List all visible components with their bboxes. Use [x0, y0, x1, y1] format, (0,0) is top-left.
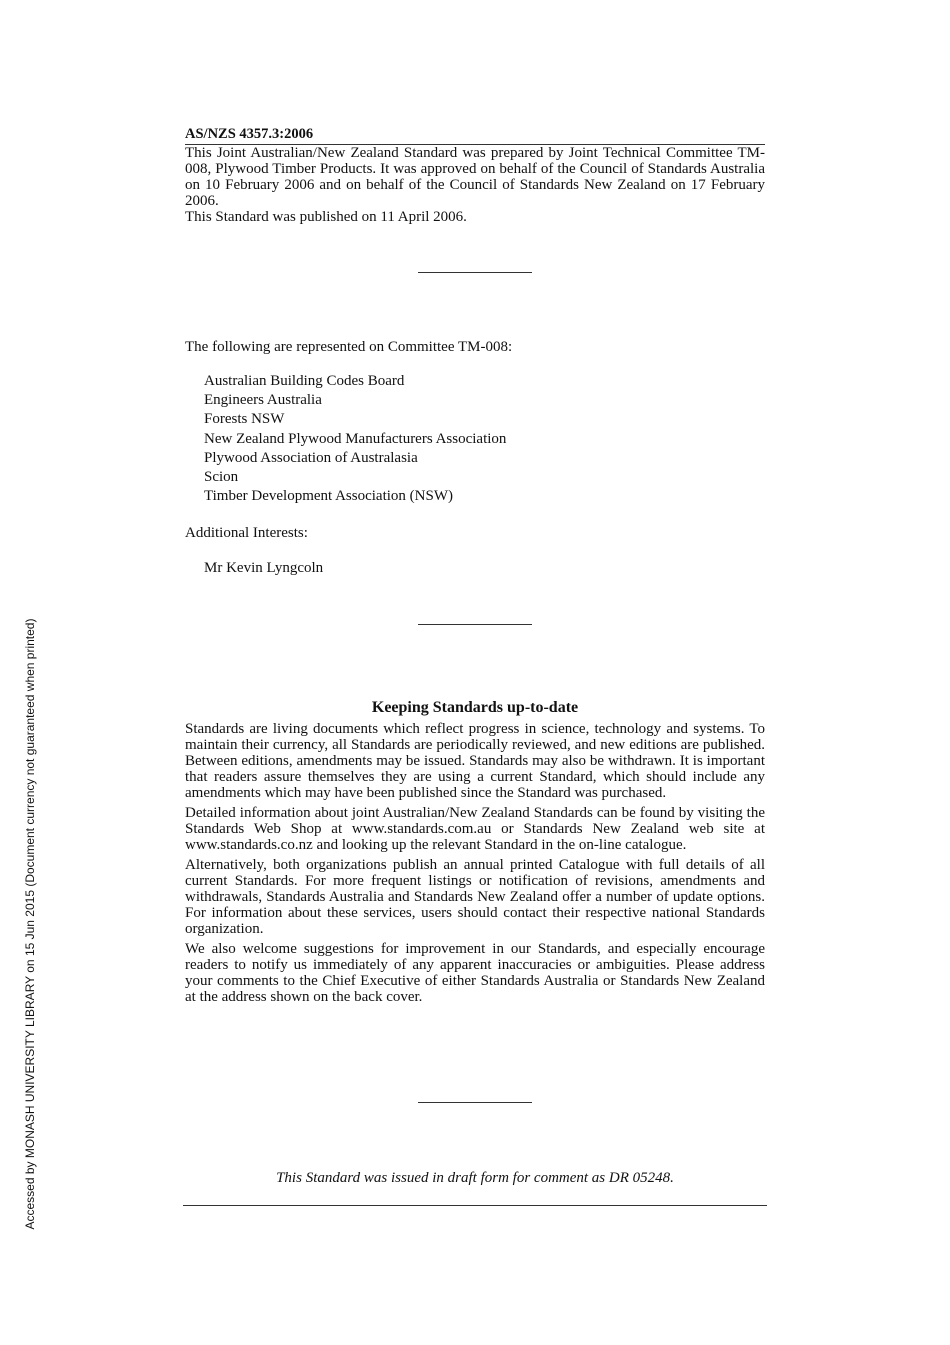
committee-members-list [204, 372, 506, 506]
committee-intro: The following are represented on Committee TM-008: [185, 339, 513, 355]
standard-designation: AS/NZS 4357.3:2006 [185, 126, 765, 145]
access-watermark-text: Accessed by MONASH UNIVERSITY LIBRARY on 15 Jun 2015 (Document currency not guaranteed when printed) [23, 618, 37, 1230]
keeping-paragraph: We also welcome suggestions for improvement in our Standards, and especially encourage readers to notify us immediately of any apparent inaccuracies or ambiguities. Please address your comments to the Chief Executive of either Standards Australia or Standards New Zealand at the address shown on the back cover. [185, 941, 765, 1005]
keeping-paragraph: Detailed information about joint Australian/New Zealand Standards can be found by visiting the Standards Web Shop at www.standards.com.au or Standards New Zealand web site at www.standards.co.nz and looking up the relevant Standard in the on-line catalogue. [185, 805, 765, 853]
section-divider [418, 624, 532, 625]
section-divider [418, 272, 532, 273]
additional-interests-list [204, 559, 323, 577]
keeping-standards-heading: Keeping Standards up-to-date [371, 699, 579, 716]
approval-paragraph: This Joint Australian/New Zealand Standard was prepared by Joint Technical Committee TM-008, Plywood Timber Products. It was approved on behalf of the Council of Standards Australia on 10 February 2006 and on behalf of the Council of Standards New Zealand on 17 February 2006. [185, 145, 765, 209]
publication-date: This Standard was published on 11 April 2006. [185, 209, 467, 225]
draft-note: This Standard was issued in draft form for comment as DR 05248. [276, 1170, 674, 1186]
committee-member: New Zealand Plywood Manufacturers Association [204, 430, 507, 447]
footer-rule [183, 1205, 767, 1206]
committee-member: Scion [204, 469, 239, 486]
keeping-standards-body [185, 721, 765, 1009]
committee-member: Timber Development Association (NSW) [204, 488, 454, 505]
committee-member: Australian Building Codes Board [204, 373, 405, 389]
additional-interests-label: Additional Interests: [185, 525, 308, 541]
section-divider [418, 1102, 532, 1103]
approval-statement [185, 145, 765, 225]
keeping-paragraph: Alternatively, both organizations publish an annual printed Catalogue with full details of all current Standards. For more frequent listings or notification of revisions, amendments and withdrawals, Standards Australia and Standards New Zealand offer a number of update options. For information about these services, users should contact their respective national Standards organization. [185, 857, 765, 937]
additional-interest: Mr Kevin Lyngcoln [204, 560, 324, 576]
committee-member: Engineers Australia [204, 392, 322, 409]
keeping-paragraph: Standards are living documents which reflect progress in science, technology and systems. To maintain their currency, all Standards are periodically reviewed, and new editions are published. Between editions, amendments may be issued. Standards may also be withdrawn. It is important that readers assure themselves they are using a current Standard, which should include any amendments which may have been published since the Standard was purchased. [185, 721, 765, 801]
committee-member: Plywood Association of Australasia [204, 449, 418, 466]
committee-member: Forests NSW [204, 411, 285, 428]
